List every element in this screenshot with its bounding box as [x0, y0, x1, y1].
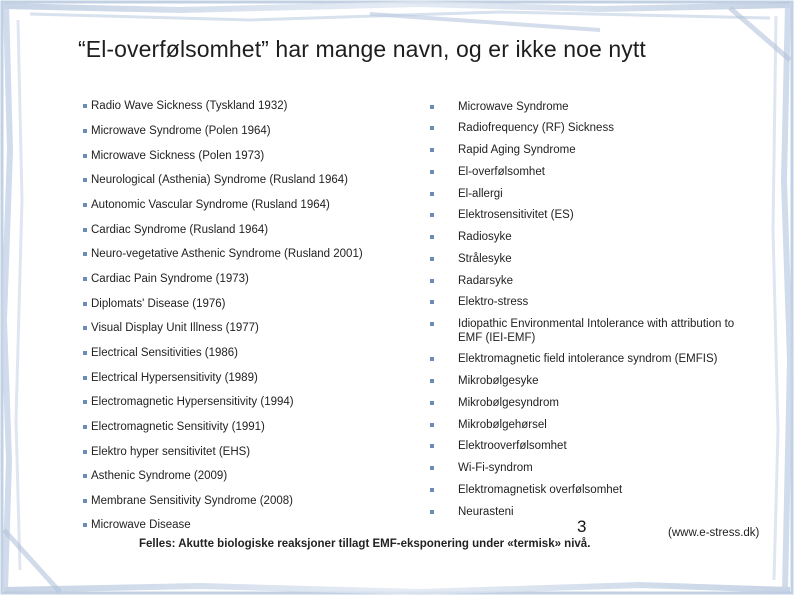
list-item [91, 149, 264, 163]
bullet-icon [83, 474, 87, 478]
list-item-label: Elektro-stress [458, 296, 529, 308]
bullet-icon [430, 401, 434, 405]
bullet-icon [430, 213, 434, 217]
list-item [458, 295, 528, 309]
list-item-label: Neurasteni [458, 506, 514, 518]
bullet-icon [430, 105, 434, 109]
list-item-label: Radiofrequency (RF) Sickness [458, 122, 614, 134]
bullet-icon [430, 379, 434, 383]
bullet-icon [83, 252, 87, 256]
list-item [91, 223, 268, 237]
bullet-icon [430, 192, 434, 196]
list-item [458, 374, 539, 388]
list-item-label: Elektro hyper sensitivitet (EHS) [91, 446, 251, 458]
footer-note: Felles: Akutte biologiske reaksjoner tillagt EMF-eksponering under «termisk» nivå. [139, 538, 591, 550]
slide-title: “El-overfølsomhet” har mange navn, og er ikke noe nytt [78, 36, 646, 62]
list-item-label: Elektromagnetic field intolerance syndrom (EMFIS) [458, 353, 718, 365]
list-item-label: Elektrosensitivitet (ES) [458, 209, 574, 221]
bullet-icon [430, 170, 434, 174]
list-item [91, 321, 259, 335]
list-item-label: Electromagnetic Sensitivity (1991) [91, 421, 265, 433]
list-item [91, 518, 191, 532]
bullet-icon [430, 279, 434, 283]
list-item [458, 274, 513, 288]
list-item-label: Electrical Sensitivities (1986) [91, 347, 239, 359]
bullet-icon [430, 357, 434, 361]
list-item-label: Neurological (Asthenia) Syndrome (Rusland 1964) [91, 174, 348, 186]
list-item-label: El-overfølsomhet [458, 166, 545, 178]
bullet-icon [430, 466, 434, 470]
list-item-label: Strålesyke [458, 253, 512, 265]
list-item [458, 208, 574, 222]
list-item-label: Radarsyke [458, 275, 513, 287]
bullet-icon [83, 228, 87, 232]
list-item [458, 396, 559, 410]
bullet-icon [83, 351, 87, 355]
list-item-label: Microwave Syndrome (Polen 1964) [91, 125, 271, 137]
bullet-icon [83, 277, 87, 281]
list-item [91, 469, 227, 483]
list-item [458, 352, 718, 366]
bullet-icon [430, 510, 434, 514]
list-item [458, 121, 614, 135]
list-item [458, 187, 503, 201]
page-number: 3 [577, 517, 587, 536]
list-item [91, 395, 294, 409]
bullet-icon [83, 499, 87, 503]
list-item [458, 505, 514, 519]
bullet-icon [430, 300, 434, 304]
list-item-label: Mikrobølgesyke [458, 375, 539, 387]
bullet-icon [430, 257, 434, 261]
bullet-icon [83, 523, 87, 527]
list-item [458, 143, 576, 157]
list-item [458, 439, 567, 453]
bullet-icon [83, 203, 87, 207]
list-item-label: Cardiac Syndrome (Rusland 1964) [91, 224, 269, 236]
bullet-icon [83, 425, 87, 429]
bullet-icon [83, 302, 87, 306]
list-item-label: Electrical Hypersensitivity (1989) [91, 372, 258, 384]
list-item [91, 346, 238, 360]
list-item [91, 173, 348, 187]
bullet-icon [83, 376, 87, 380]
list-item-label: Asthenic Syndrome (2009) [91, 470, 228, 482]
list-item-label: Membrane Sensitivity Syndrome (2008) [91, 495, 293, 507]
list-item [458, 165, 545, 179]
list-item-label: Cardiac Pain Syndrome (1973) [91, 273, 249, 285]
list-item [91, 247, 363, 261]
bullet-icon [83, 400, 87, 404]
bullet-icon [430, 322, 434, 326]
list-item-label: Wi-Fi-syndrom [458, 462, 533, 474]
list-item-label: Neuro-vegetative Asthenic Syndrome (Rusland 2001) [91, 248, 363, 260]
bullet-icon [430, 444, 434, 448]
list-item-label: Mikrobølgehørsel [458, 419, 547, 431]
bullet-icon [430, 488, 434, 492]
list-item-label: Radio Wave Sickness (Tyskland 1932) [91, 100, 288, 112]
list-item [458, 461, 533, 475]
list-item-label: Microwave Sickness (Polen 1973) [91, 150, 265, 162]
list-item-label: Rapid Aging Syndrome [458, 144, 576, 156]
list-item-label: Diplomats' Disease (1976) [91, 298, 226, 310]
bullet-icon [83, 326, 87, 330]
list-item [91, 99, 287, 113]
bullet-icon [83, 129, 87, 133]
list-item [91, 272, 249, 286]
list-item [91, 297, 226, 311]
source-reference: (www.e-stress.dk) [668, 527, 760, 539]
list-item-label: Electromagnetic Hypersensitivity (1994) [91, 396, 294, 408]
list-item-label: Idiopathic Environmental Intolerance with attribution to EMF (IEI-EMF) [458, 318, 735, 344]
bullet-icon [83, 178, 87, 182]
bullet-icon [83, 104, 87, 108]
list-item [458, 483, 622, 497]
list-item-label: El-allergi [458, 188, 503, 200]
list-item-label: Visual Display Unit Illness (1977) [91, 322, 259, 334]
list-item [458, 252, 512, 266]
list-item [91, 420, 265, 434]
bullet-icon [430, 235, 434, 239]
list-item-label: Autonomic Vascular Syndrome (Rusland 1964) [91, 199, 330, 211]
list-item-label: Microwave Syndrome [458, 101, 569, 113]
list-item-label: Radiosyke [458, 231, 512, 243]
list-item [91, 198, 330, 212]
list-item [458, 230, 512, 244]
bullet-icon [430, 423, 434, 427]
bullet-icon [83, 154, 87, 158]
bullet-icon [83, 450, 87, 454]
bullet-icon [430, 148, 434, 152]
bullet-icon [430, 126, 434, 130]
list-item [91, 494, 293, 508]
list-item-label: Elektromagnetisk overfølsomhet [458, 484, 623, 496]
list-item [91, 371, 258, 385]
list-item [458, 317, 758, 345]
list-item [458, 100, 569, 114]
list-item-label: Microwave Disease [91, 519, 191, 531]
list-item [91, 124, 271, 138]
list-item-label: Elektrooverfølsomhet [458, 440, 567, 452]
list-item-label: Mikrobølgesyndrom [458, 397, 559, 409]
list-item [91, 445, 250, 459]
list-item [458, 418, 547, 432]
